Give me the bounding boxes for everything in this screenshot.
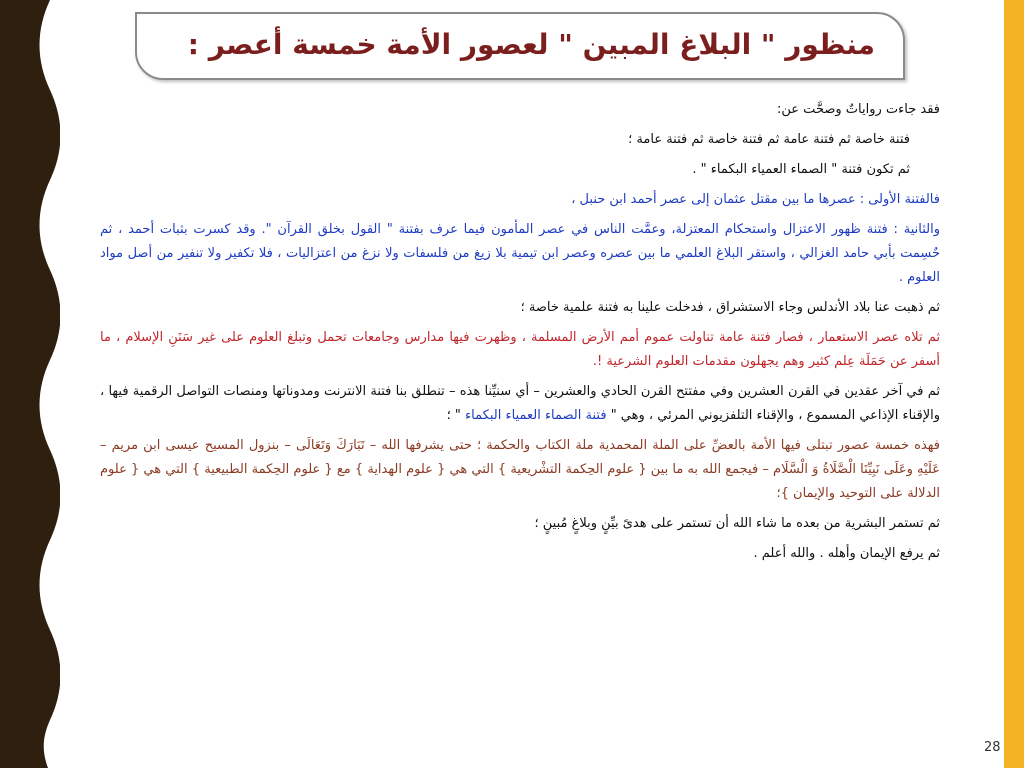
paragraph-third-fitna: ثم ذهبت عنا بلاد الأندلس وجاء الاستشراق ، فدخلت علينا به فتنة علمية خاصة ؛: [520, 300, 940, 315]
decorative-wave-band: [0, 0, 60, 768]
paragraph-fifth-fitna: [100, 380, 940, 428]
page-number: 28: [984, 740, 1001, 755]
slide-title: منظور " البلاغ المبين " لعصور الأمة خمسة أعصر :: [187, 28, 875, 61]
paragraph-intro: فقد جاءت رواياتٌ وصحَّت عن:: [777, 102, 940, 117]
paragraph-first-fitna: فالفتنة الأولى : عصرها ما بين مقتل عثمان إلى عصر أحمد ابن حنبل ،: [571, 192, 940, 207]
fifth-fitna-name: فتنة الصماء العمياء البكماء: [465, 408, 607, 423]
paragraph-conclusion: ثم يرفع الإيمان وأهله . والله أعلم .: [753, 546, 940, 561]
fifth-fitna-end: " ؛: [446, 408, 461, 423]
paragraph-final-fitna: ثم تكون فتنة " الصماء العمياء البكماء " .: [692, 162, 910, 177]
paragraph-fitan-list: فتنة خاصة ثم فتنة عامة ثم فتنة خاصة ثم فتنة عامة ؛: [628, 132, 910, 147]
paragraph-continuation: ثم تستمر البشرية من بعده ما شاء الله أن تستمر على هدىً بيِّنٍ وبلاغٍ مُبينٍ ؛: [534, 516, 940, 531]
accent-band: [1004, 0, 1024, 768]
fifth-fitna-text: ثم في آخر عقدين في القرن العشرين وفي مفتتح القرن الحادي والعشرين – أي سنيِّنا هذه – تنطلق بنا فتنة الانترنت ومدوناتها ومنصات التواصل الرقمية فيها ، والإقناء الإذاعي المسموع ، والإقناء التلفزيوني المرئي ، وهي ": [100, 384, 940, 423]
paragraph-five-eras: فهذه خمسة عصور تبتلى فيها الأمة بالعضِّ على الملة المحمدية ملة الكتاب والحكمة ؛ حتى يشرفها الله – تَبَارَكَ وَتَعَالَى – بنزول المسيح عيسى ابن مريم – عَلَيْهِ وعَلَى نَبِيِّنَا الْصَّلَاةُ وَ الْسَّلَام – فيجمع الله به ما بين { علوم الحِكمة التشْريعية } التي هي { علوم الهداية } مع { علوم الحِكمة الطبيعية } التي هي { علوم الدلالة على التوحيد والإيمان }؛: [100, 438, 940, 501]
paragraph-fourth-fitna: ثم تلاه عصر الاستعمار ، فصار فتنة عامة تناولت عموم أمم الأرض المسلمة ، وظهرت فيها مدارس وجامعات تحمل وتبلغ العلوم على غير سَنَنِ الإسلام ، ما أسفر عن حَمَلَة عِلم كثير وهم يجهلون مقدمات العلوم الشرعية !.: [100, 330, 940, 369]
title-box: [135, 12, 905, 80]
slide-content: [100, 98, 940, 572]
paragraph-second-fitna: والثانية : فتنة ظهور الاعتزال واستحكام المعتزلة، وعمَّت الناس في عصر المأمون فيما عرف بفتنة " القول بخلق القرآن ". وقد كسرت بثبات أحمد ، ثم حٌسِمت بأبي حامد الغزالي ، واستقر البلاغ العلمي ما بين عصره وعصر ابن تيمية بلا زيغ من فلسفات ولا نزغ من اعتزاليات ، فلا تكفير ولا تنفير من أصل مواد العلوم .: [100, 222, 940, 285]
